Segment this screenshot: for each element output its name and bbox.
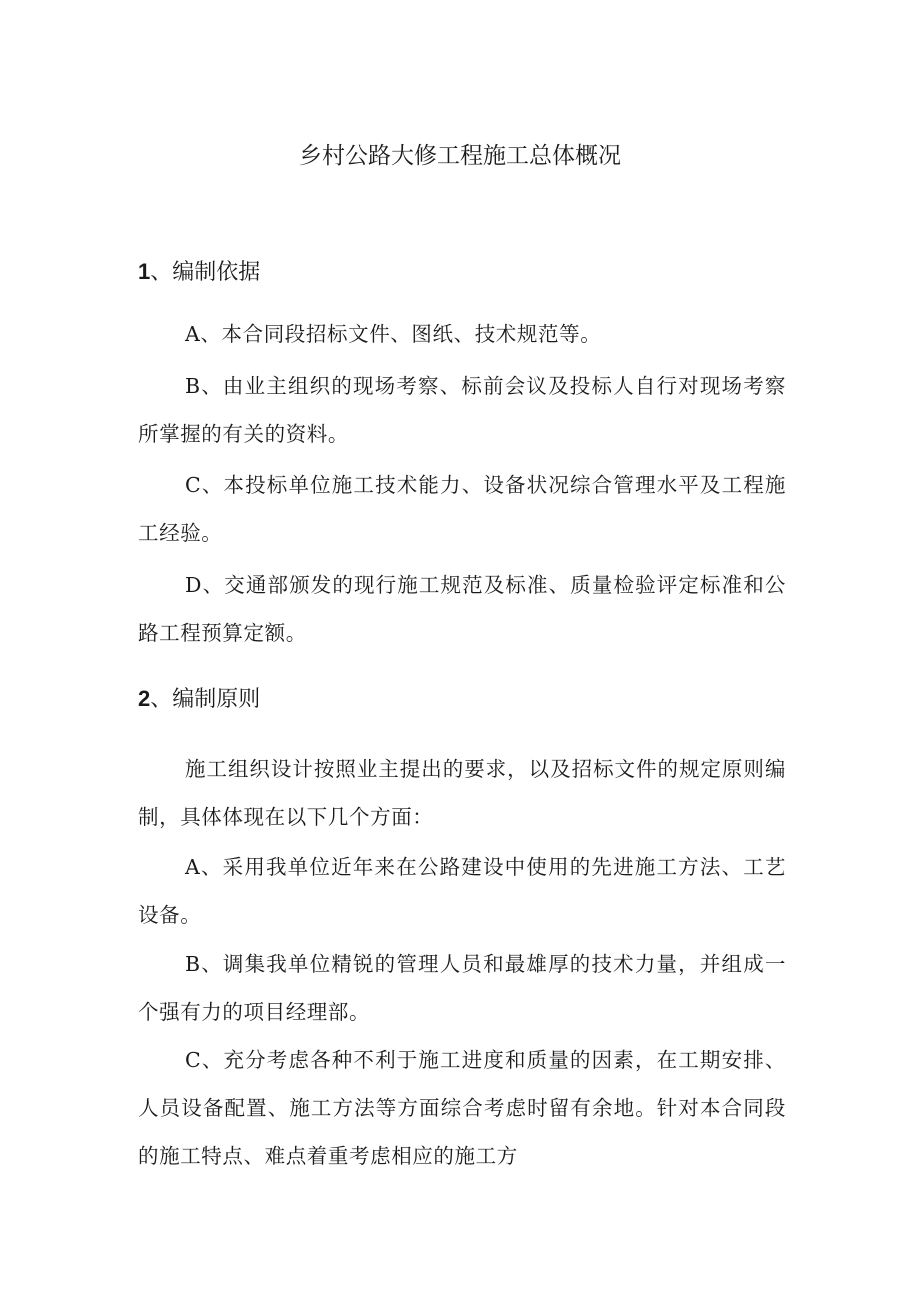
section-heading-text: 、编制原则	[150, 687, 261, 712]
paragraph: A、采用我单位近年来在公路建设中使用的先进施工方法、工艺设备。	[138, 855, 786, 927]
section-number: 1	[138, 259, 151, 284]
paragraph: C、充分考虑各种不利于施工进度和质量的因素，在工期安排、人员设备配置、施工方法等方面综合考虑时留有余地。针对本合同段的施工特点、难点着重考虑相应的施工方	[138, 1048, 786, 1168]
paragraph: B、调集我单位精锐的管理人员和最雄厚的技术力量，并组成一个强有力的项目经理部。	[138, 952, 786, 1024]
paragraph: C、本投标单位施工技术能力、设备状况综合管理水平及工程施工经验。	[138, 473, 786, 545]
section-heading-1	[138, 255, 260, 290]
document-title: 乡村公路大修工程施工总体概况	[299, 143, 621, 169]
paragraph: A、本合同段招标文件、图纸、技术规范等。	[185, 322, 602, 346]
section-heading-2	[138, 682, 260, 717]
section-number: 2	[138, 686, 151, 711]
section-heading-text: 、编制依据	[150, 260, 261, 285]
paragraph: B、由业主组织的现场考察、标前会议及投标人自行对现场考察所掌握的有关的资料。	[138, 374, 786, 446]
paragraph: 施工组织设计按照业主提出的要求，以及招标文件的规定原则编制，具体体现在以下几个方面：	[138, 757, 786, 829]
paragraph: D、交通部颁发的现行施工规范及标准、质量检验评定标准和公路工程预算定额。	[138, 573, 786, 645]
